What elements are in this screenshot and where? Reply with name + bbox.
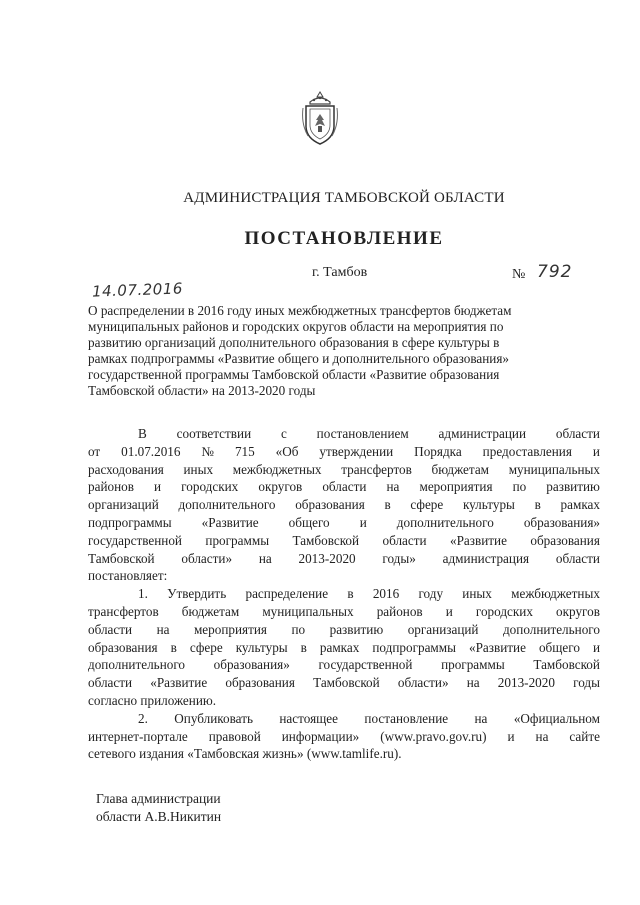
body-word: районов bbox=[88, 479, 134, 495]
body-word: и bbox=[507, 728, 515, 744]
body-word: и bbox=[445, 603, 453, 619]
body-word: 715 bbox=[234, 443, 255, 459]
body-word: области bbox=[382, 532, 427, 548]
body-word: на bbox=[156, 621, 170, 637]
body-word: на bbox=[466, 675, 480, 691]
body-word: организаций bbox=[88, 497, 159, 513]
body-word: № bbox=[201, 443, 214, 459]
document-number: 792 bbox=[537, 262, 573, 282]
body-word: «Развитие bbox=[150, 675, 208, 691]
body-word: по bbox=[512, 479, 527, 495]
body-line bbox=[88, 443, 600, 461]
body-word: 2013-2020 bbox=[497, 675, 555, 691]
subject-line: государственной программы Тамбовской области «Развитие образования bbox=[88, 367, 500, 382]
item-1-line bbox=[88, 674, 600, 692]
body-word: городских bbox=[181, 479, 239, 495]
number-prefix: № bbox=[512, 267, 526, 282]
item-1-line bbox=[88, 603, 600, 621]
body-word: правовой bbox=[208, 728, 261, 744]
body-word: дополнительного bbox=[88, 657, 186, 673]
body-word: образования bbox=[295, 497, 365, 513]
body-word: в bbox=[170, 639, 177, 655]
body-word: В bbox=[138, 426, 147, 441]
body-word: бюджетам bbox=[181, 603, 240, 619]
body-word: межбюджетных bbox=[511, 586, 600, 602]
body-word: образования bbox=[530, 532, 600, 548]
body-word: по bbox=[291, 621, 306, 637]
body-word: образования bbox=[225, 675, 295, 691]
body-word: распределение bbox=[245, 586, 329, 602]
body-word: постановлением bbox=[316, 426, 409, 441]
body-word: от bbox=[88, 443, 101, 459]
body-word: году bbox=[418, 586, 444, 602]
body-word: администрация bbox=[442, 550, 530, 566]
body-word: городских bbox=[475, 603, 533, 619]
body-line bbox=[88, 478, 600, 496]
body-word: сфере bbox=[410, 497, 444, 513]
body-word: мероприятия bbox=[193, 621, 267, 637]
body-word: дополнительного bbox=[396, 514, 494, 530]
body-line bbox=[88, 550, 600, 568]
body-word: на bbox=[535, 728, 549, 744]
body-word: области bbox=[88, 621, 133, 637]
body-word: соответствии bbox=[176, 426, 252, 441]
body-word: развитию bbox=[329, 621, 384, 637]
body-word: трансфертов bbox=[341, 461, 412, 477]
item-2-line: сетевого издания «Тамбовская жизнь» (www.tamlife.ru). bbox=[88, 746, 402, 762]
body-word: трансфертов bbox=[88, 603, 159, 619]
body-word: сайте bbox=[569, 728, 600, 744]
body-word: культуры bbox=[462, 497, 515, 513]
body-word: районов bbox=[376, 603, 423, 619]
item-1-line bbox=[88, 621, 600, 639]
city-label: г. Тамбов bbox=[312, 265, 368, 280]
body-word: в bbox=[347, 586, 354, 602]
signature-title: Глава администрации bbox=[96, 791, 221, 806]
document-date: 14.07.2016 bbox=[91, 279, 184, 301]
subject-line: О распределении в 2016 году иных межбюджетных трансфертов бюджетам bbox=[88, 303, 512, 318]
body-line: постановляет: bbox=[88, 568, 168, 584]
body-word: Тамбовской bbox=[533, 657, 600, 673]
body-word: с bbox=[280, 426, 287, 441]
body-word: программы bbox=[205, 532, 270, 548]
body-word: Опубликовать bbox=[174, 710, 253, 726]
subject-line: развитию организаций дополнительного образования в сфере культуры в bbox=[88, 335, 500, 350]
body-word: области bbox=[322, 479, 367, 495]
coat-of-arms-icon bbox=[300, 88, 340, 148]
body-word: «Развитие bbox=[201, 514, 259, 530]
body-word: иных bbox=[183, 461, 214, 477]
body-line bbox=[88, 532, 600, 550]
body-word: подпрограммы bbox=[88, 514, 172, 530]
body-word: бюджетам bbox=[431, 461, 490, 477]
subject-line: рамках подпрограммы «Развитие общего и дополнительного образования» bbox=[88, 351, 510, 366]
body-word: годы» bbox=[382, 550, 416, 566]
body-word: 1. bbox=[138, 586, 148, 602]
body-word: 2013-2020 bbox=[298, 550, 356, 566]
body-word: 01.07.2016 bbox=[121, 443, 181, 459]
body-word: постановление bbox=[364, 710, 449, 726]
body-word: общего bbox=[288, 514, 330, 530]
organization-title: АДМИНИСТРАЦИЯ ТАМБОВСКОЙ ОБЛАСТИ bbox=[183, 190, 505, 206]
body-word: настоящее bbox=[279, 710, 338, 726]
body-word: государственной bbox=[88, 532, 182, 548]
body-word: дополнительного bbox=[178, 497, 276, 513]
body-word: сфере bbox=[189, 639, 223, 655]
body-word: и bbox=[154, 479, 162, 495]
body-word: в bbox=[384, 497, 391, 513]
body-word: области bbox=[88, 675, 133, 691]
body-word: образования» bbox=[523, 514, 600, 530]
body-word: области» bbox=[397, 675, 449, 691]
body-word: информации» bbox=[281, 728, 360, 744]
body-word: образования bbox=[88, 639, 158, 655]
body-word: культуры bbox=[235, 639, 288, 655]
body-word: в bbox=[534, 497, 541, 513]
body-word: развитию bbox=[546, 479, 600, 495]
body-word: области» bbox=[181, 550, 233, 566]
body-line bbox=[88, 496, 600, 514]
body-word: иных bbox=[462, 586, 492, 602]
document-body bbox=[88, 425, 600, 763]
body-word: администрации bbox=[438, 426, 527, 441]
body-word: Тамбовской bbox=[313, 675, 380, 691]
subject-line: Тамбовской области» на 2013-2020 годы bbox=[88, 383, 316, 398]
body-word: подпрограммы bbox=[372, 639, 456, 655]
body-word: рамках bbox=[319, 639, 360, 655]
body-word: 2. bbox=[138, 710, 148, 726]
body-word: области bbox=[555, 426, 600, 441]
document-type-heading: ПОСТАНОВЛЕНИЕ bbox=[244, 228, 444, 249]
body-word: 2016 bbox=[372, 586, 400, 602]
item-1-line bbox=[88, 639, 600, 657]
body-word: дополнительного bbox=[502, 621, 600, 637]
body-line bbox=[88, 425, 600, 443]
body-word: «Развитие bbox=[468, 639, 526, 655]
body-line bbox=[88, 514, 600, 532]
body-word: рамках bbox=[560, 497, 600, 513]
subject-line: муниципальных районов и городских округов области на мероприятия по bbox=[88, 319, 504, 334]
body-word: Порядка bbox=[414, 443, 462, 459]
body-word: общего bbox=[538, 639, 580, 655]
body-word: и bbox=[592, 443, 600, 459]
body-word: расходования bbox=[88, 461, 164, 477]
body-word: утверждении bbox=[319, 443, 394, 459]
body-word: организаций bbox=[407, 621, 479, 637]
item-1-line bbox=[88, 585, 600, 603]
body-word: области bbox=[555, 550, 600, 566]
body-word: «Развитие bbox=[450, 532, 507, 548]
body-word: межбюджетных bbox=[232, 461, 322, 477]
body-word: мероприятия bbox=[419, 479, 493, 495]
signature-block bbox=[96, 790, 221, 826]
body-word: «Об bbox=[275, 443, 299, 459]
item-1-line: согласно приложению. bbox=[88, 692, 217, 708]
body-word: в bbox=[300, 639, 307, 655]
body-word: Тамбовской bbox=[88, 550, 155, 566]
body-word: интернет-портале bbox=[88, 728, 188, 744]
body-word: округов bbox=[258, 479, 303, 495]
body-line bbox=[88, 461, 600, 479]
item-1-line bbox=[88, 656, 600, 674]
body-word: образования» bbox=[213, 657, 290, 673]
body-word: Утвердить bbox=[167, 586, 227, 602]
document-subject bbox=[88, 303, 600, 399]
item-2-line bbox=[88, 710, 600, 728]
signature-name: области А.В.Никитин bbox=[96, 809, 222, 824]
body-word: муниципальных bbox=[262, 603, 354, 619]
body-word: на bbox=[474, 710, 488, 726]
body-word: годы bbox=[573, 675, 600, 691]
body-word: «Официальном bbox=[513, 710, 600, 726]
body-word: программы bbox=[441, 657, 505, 673]
body-word: государственной bbox=[318, 657, 413, 673]
body-word: и bbox=[592, 639, 600, 655]
item-2-line bbox=[88, 728, 600, 746]
body-word: предоставления bbox=[482, 443, 572, 459]
body-word: на bbox=[386, 479, 400, 495]
body-word: на bbox=[258, 550, 272, 566]
body-word: (www.pravo.gov.ru) bbox=[380, 728, 487, 744]
body-word: округов bbox=[556, 603, 600, 619]
body-word: муниципальных bbox=[508, 461, 600, 477]
body-word: Тамбовской bbox=[292, 532, 360, 548]
body-word: и bbox=[359, 514, 367, 530]
